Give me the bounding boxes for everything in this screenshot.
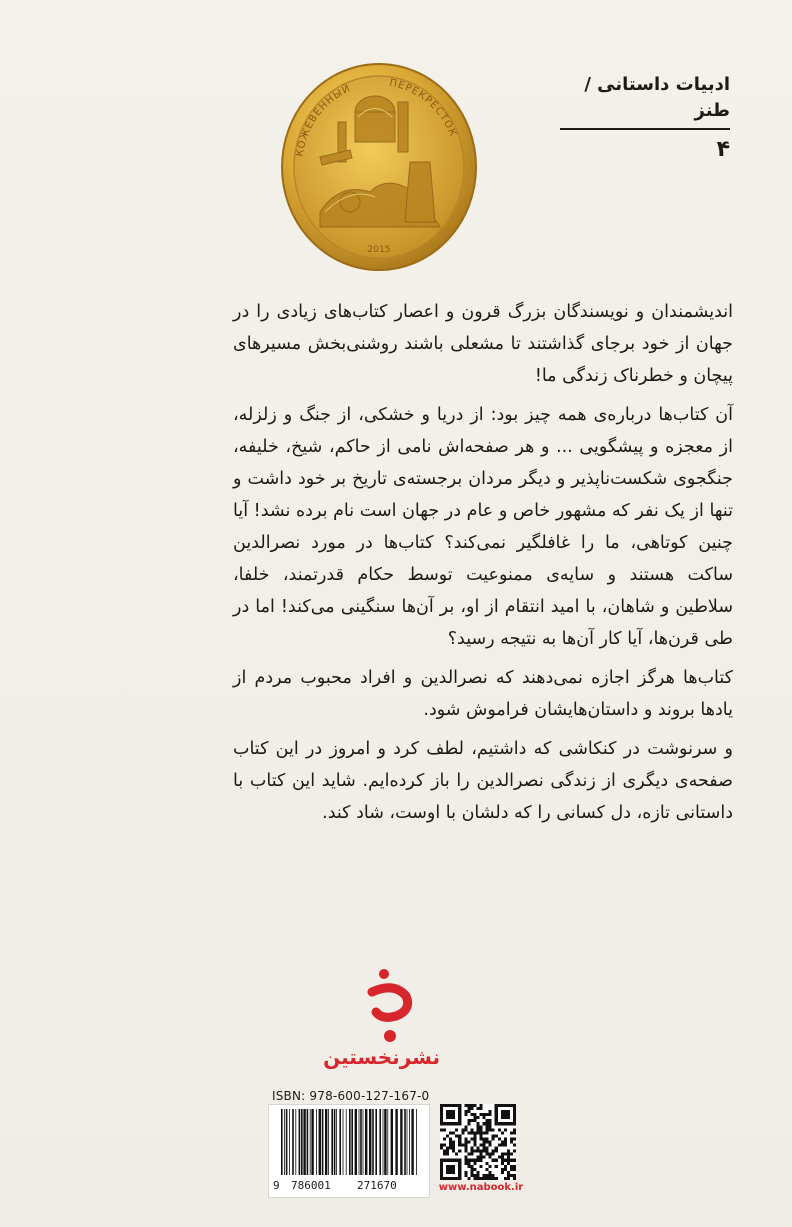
qr-module bbox=[446, 1153, 449, 1156]
qr-module bbox=[464, 1156, 467, 1159]
barcode-bar bbox=[331, 1109, 333, 1175]
qr-module bbox=[483, 1174, 486, 1177]
qr-module bbox=[480, 1137, 483, 1140]
qr-module bbox=[480, 1107, 483, 1110]
barcode-bar bbox=[387, 1109, 388, 1175]
qr-module bbox=[470, 1150, 473, 1153]
barcode-bar bbox=[349, 1109, 351, 1175]
qr-module bbox=[486, 1113, 489, 1116]
qr-module bbox=[480, 1134, 483, 1137]
qr-module bbox=[501, 1144, 504, 1147]
qr-module bbox=[483, 1122, 486, 1125]
qr-module bbox=[486, 1131, 489, 1134]
barcode-bar bbox=[407, 1109, 408, 1175]
blurb-text bbox=[233, 296, 733, 829]
qr-module bbox=[470, 1168, 473, 1171]
qr-module bbox=[480, 1165, 483, 1168]
qr-module bbox=[492, 1134, 495, 1137]
barcode bbox=[268, 1104, 430, 1198]
qr-module bbox=[504, 1140, 507, 1143]
qr-module bbox=[458, 1150, 461, 1153]
barcode-bar bbox=[416, 1109, 417, 1175]
qr-module bbox=[513, 1165, 516, 1168]
qr-module bbox=[480, 1153, 483, 1156]
series-divider bbox=[560, 128, 730, 130]
qr-module bbox=[483, 1144, 486, 1147]
barcode-bar bbox=[301, 1109, 303, 1175]
qr-module bbox=[480, 1144, 483, 1147]
barcode-bar bbox=[292, 1109, 294, 1175]
qr-module bbox=[470, 1153, 473, 1156]
qr-module bbox=[470, 1165, 473, 1168]
qr-module bbox=[480, 1159, 483, 1162]
barcode-bar bbox=[281, 1109, 283, 1175]
qr-module bbox=[510, 1165, 513, 1168]
qr-module bbox=[476, 1177, 479, 1180]
qr-module bbox=[492, 1159, 495, 1162]
qr-module bbox=[504, 1137, 507, 1140]
qr-module bbox=[476, 1128, 479, 1131]
barcode-bar bbox=[322, 1109, 324, 1175]
qr-module bbox=[486, 1150, 489, 1153]
barcode-bar bbox=[336, 1109, 337, 1175]
qr-module bbox=[473, 1162, 476, 1165]
qr-module bbox=[473, 1134, 476, 1137]
qr-module bbox=[455, 1153, 458, 1156]
qr-module bbox=[476, 1150, 479, 1153]
qr-module bbox=[470, 1147, 473, 1150]
qr-module bbox=[449, 1147, 452, 1150]
qr-module bbox=[446, 1147, 449, 1150]
qr-module bbox=[473, 1119, 476, 1122]
qr-module bbox=[501, 1162, 504, 1165]
qr-module bbox=[473, 1168, 476, 1171]
qr-module bbox=[510, 1137, 513, 1140]
qr-module bbox=[446, 1165, 455, 1174]
qr-module bbox=[461, 1128, 464, 1131]
blurb-paragraph: کتاب‌ها هرگز اجازه نمی‌دهند که نصرالدین و افراد محبوب مردم از یادها بروند و داستان‌هایشان فراموش شود. bbox=[233, 668, 733, 720]
qr-module bbox=[440, 1147, 443, 1150]
coin-inscription-left: КОЖЕВЕННЫЙ bbox=[294, 83, 353, 158]
qr-module bbox=[467, 1119, 470, 1122]
qr-module bbox=[440, 1144, 443, 1147]
qr-module bbox=[504, 1165, 507, 1168]
qr-module bbox=[476, 1107, 479, 1110]
qr-module bbox=[440, 1128, 443, 1131]
qr-module bbox=[452, 1147, 455, 1150]
qr-module bbox=[489, 1156, 492, 1159]
qr-module bbox=[492, 1174, 495, 1177]
qr-module bbox=[473, 1104, 476, 1107]
qr-module bbox=[483, 1150, 486, 1153]
barcode-bar bbox=[346, 1109, 347, 1175]
qr-module bbox=[476, 1171, 479, 1174]
qr-module bbox=[464, 1140, 467, 1143]
qr-module bbox=[480, 1104, 483, 1107]
qr-module bbox=[492, 1153, 495, 1156]
barcode-bar bbox=[286, 1109, 288, 1175]
qr-module bbox=[486, 1174, 489, 1177]
barcode-bar bbox=[307, 1109, 309, 1175]
qr-module bbox=[489, 1165, 492, 1168]
qr-module bbox=[470, 1119, 473, 1122]
qr-module bbox=[489, 1113, 492, 1116]
qr-module bbox=[483, 1147, 486, 1150]
qr-module bbox=[507, 1174, 510, 1177]
barcode-digit-first: 9 bbox=[273, 1179, 280, 1192]
qr-module bbox=[501, 1153, 504, 1156]
qr-module bbox=[510, 1153, 513, 1156]
qr-module bbox=[498, 1144, 501, 1147]
qr-module bbox=[507, 1171, 510, 1174]
qr-module bbox=[464, 1147, 467, 1150]
qr-module bbox=[486, 1122, 489, 1125]
coin-year: 2015 bbox=[367, 245, 391, 255]
qr-module bbox=[501, 1159, 504, 1162]
qr-module bbox=[510, 1159, 513, 1162]
qr-module bbox=[467, 1140, 470, 1143]
qr-module bbox=[476, 1131, 479, 1134]
qr-module bbox=[483, 1156, 486, 1159]
qr-module bbox=[480, 1177, 483, 1180]
qr-module bbox=[507, 1162, 510, 1165]
qr-module bbox=[501, 1131, 504, 1134]
qr-module bbox=[473, 1116, 476, 1119]
qr-module bbox=[470, 1159, 473, 1162]
qr-module bbox=[489, 1177, 492, 1180]
qr-module bbox=[504, 1159, 507, 1162]
qr-module bbox=[473, 1159, 476, 1162]
qr-module bbox=[449, 1140, 452, 1143]
qr-module bbox=[470, 1104, 473, 1107]
qr-module bbox=[470, 1137, 473, 1140]
barcode-bar bbox=[369, 1109, 371, 1175]
qr-module bbox=[470, 1174, 473, 1177]
barcode-bars bbox=[281, 1109, 421, 1175]
qr-module bbox=[476, 1147, 479, 1150]
series-name: ادبیات داستانی / طنز bbox=[584, 74, 730, 121]
qr-module bbox=[504, 1177, 507, 1180]
qr-module bbox=[464, 1174, 467, 1177]
coin-inscription-right: ПЕРЕКРЕСТОК bbox=[388, 77, 459, 139]
barcode-bar bbox=[404, 1109, 406, 1175]
qr-module bbox=[467, 1153, 470, 1156]
qr-module bbox=[473, 1177, 476, 1180]
qr-module bbox=[446, 1110, 455, 1119]
qr-module bbox=[467, 1162, 470, 1165]
qr-module bbox=[495, 1147, 498, 1150]
barcode-bar bbox=[284, 1109, 285, 1175]
qr-module bbox=[452, 1150, 455, 1153]
qr-module bbox=[461, 1131, 464, 1134]
qr-module bbox=[483, 1137, 486, 1140]
qr-module bbox=[467, 1177, 470, 1180]
qr-module bbox=[504, 1128, 507, 1131]
blurb-paragraph: و سرنوشت در کنکاشی که داشتیم، لطف کرد و امروز در این کتاب صفحه‌ی دیگری از زندگی نصرالدین را باز کرده‌ایم. شاید این کتاب با داستانی تازه، دل کسانی را که دلشان با اوست، شاد کند. bbox=[233, 739, 733, 823]
qr-module bbox=[513, 1131, 516, 1134]
barcode-bar bbox=[363, 1109, 364, 1175]
qr-module bbox=[510, 1174, 513, 1177]
qr-module bbox=[473, 1174, 476, 1177]
qr-module bbox=[513, 1159, 516, 1162]
qr-module bbox=[507, 1153, 510, 1156]
barcode-bar bbox=[351, 1109, 353, 1175]
qr-module bbox=[470, 1131, 473, 1134]
qr-module bbox=[467, 1122, 470, 1125]
qr-module bbox=[449, 1144, 452, 1147]
barcode-bar bbox=[316, 1109, 317, 1175]
barcode-bar bbox=[325, 1109, 327, 1175]
barcode-bar bbox=[375, 1109, 377, 1175]
series-label bbox=[560, 72, 730, 164]
qr-module bbox=[513, 1174, 516, 1177]
barcode-bar bbox=[395, 1109, 397, 1175]
qr-module bbox=[489, 1140, 492, 1143]
qr-module bbox=[458, 1144, 461, 1147]
qr-module bbox=[458, 1140, 461, 1143]
qr-module bbox=[486, 1137, 489, 1140]
barcode-bar bbox=[400, 1109, 402, 1175]
qr-module bbox=[443, 1128, 446, 1131]
qr-module bbox=[510, 1131, 513, 1134]
qr-module bbox=[480, 1131, 483, 1134]
barcode-bar bbox=[339, 1109, 341, 1175]
qr-module bbox=[501, 1110, 510, 1119]
barcode-bar bbox=[372, 1109, 374, 1175]
qr-module bbox=[461, 1144, 464, 1147]
barcode-bar bbox=[289, 1109, 290, 1175]
qr-module bbox=[464, 1128, 467, 1131]
qr-module bbox=[495, 1165, 498, 1168]
qr-module bbox=[507, 1177, 510, 1180]
qr-module bbox=[495, 1177, 498, 1180]
qr-module bbox=[443, 1153, 446, 1156]
qr-module bbox=[489, 1119, 492, 1122]
qr-module bbox=[486, 1125, 489, 1128]
qr-module bbox=[473, 1144, 476, 1147]
qr-module bbox=[495, 1134, 498, 1137]
qr-module bbox=[476, 1125, 479, 1128]
qr-module bbox=[492, 1137, 495, 1140]
qr-module bbox=[480, 1113, 483, 1116]
qr-module bbox=[510, 1168, 513, 1171]
qr-module bbox=[476, 1174, 479, 1177]
qr-module bbox=[455, 1128, 458, 1131]
qr-module bbox=[489, 1174, 492, 1177]
qr-module bbox=[467, 1107, 470, 1110]
qr-module bbox=[473, 1150, 476, 1153]
barcode-bar bbox=[334, 1109, 336, 1175]
barcode-digits-right: 271670 bbox=[357, 1179, 397, 1192]
qr-module bbox=[501, 1171, 504, 1174]
qr-module bbox=[458, 1134, 461, 1137]
qr-module bbox=[486, 1162, 489, 1165]
qr-module bbox=[452, 1144, 455, 1147]
qr-code bbox=[440, 1104, 516, 1180]
barcode-bar bbox=[328, 1109, 329, 1175]
qr-module bbox=[513, 1168, 516, 1171]
qr-module bbox=[489, 1122, 492, 1125]
qr-module bbox=[476, 1156, 479, 1159]
qr-module bbox=[486, 1177, 489, 1180]
qr-module bbox=[483, 1131, 486, 1134]
blurb-paragraph: آن کتاب‌ها درباره‌ی همه چیز بود: از دریا و خشکی، از جنگ و زلزله، از معجزه و پیشگویی ... و هر صفحه‌اش نامی از حاکم، شیخ، خلیفه، جنگجوی شکست‌ناپذیر و دیگر مردان برجسته‌ی تاریخ بر خود داشت و تنها از یک نفر که مشهور خاص و عام در جهان است نام برده نشد! آیا چنین کوتاهی، ما را غافلگیر نمی‌کند؟ کتاب‌ها در مورد نصرالدین ساکت هستند و سایه‌ی ممنوعیت توسط حکام قدرتمند، خلفا، سلاطین و شاهان، با امید انتقام از او، بر آن‌ها سنگینی می‌کند! اما در طی قرن‌ها، آیا کار آن‌ها به نتیجه رسید؟ bbox=[233, 405, 733, 649]
qr-module bbox=[476, 1159, 479, 1162]
qr-module bbox=[464, 1159, 467, 1162]
qr-module bbox=[498, 1137, 501, 1140]
qr-module bbox=[507, 1159, 510, 1162]
qr-module bbox=[507, 1150, 510, 1153]
qr-module bbox=[452, 1140, 455, 1143]
qr-module bbox=[501, 1140, 504, 1143]
qr-module bbox=[455, 1134, 458, 1137]
qr-module bbox=[489, 1153, 492, 1156]
qr-module bbox=[464, 1104, 467, 1107]
barcode-bar bbox=[359, 1109, 360, 1175]
qr-module bbox=[467, 1165, 470, 1168]
barcode-bar bbox=[355, 1109, 357, 1175]
qr-module bbox=[513, 1128, 516, 1131]
qr-module bbox=[464, 1150, 467, 1153]
qr-module bbox=[495, 1150, 498, 1153]
qr-module bbox=[464, 1125, 467, 1128]
qr-module bbox=[473, 1140, 476, 1143]
qr-module bbox=[476, 1122, 479, 1125]
qr-module bbox=[443, 1150, 446, 1153]
qr-module bbox=[492, 1128, 495, 1131]
barcode-bar bbox=[311, 1109, 313, 1175]
publisher-website: www.nabook.ir bbox=[438, 1182, 524, 1193]
barcode-bar bbox=[319, 1109, 321, 1175]
qr-module bbox=[483, 1177, 486, 1180]
qr-module bbox=[489, 1128, 492, 1131]
qr-module bbox=[483, 1140, 486, 1143]
qr-module bbox=[513, 1177, 516, 1180]
gold-coin-image bbox=[280, 62, 478, 272]
qr-module bbox=[480, 1125, 483, 1128]
qr-module bbox=[464, 1110, 467, 1113]
barcode-bar bbox=[365, 1109, 367, 1175]
qr-module bbox=[498, 1128, 501, 1131]
qr-module bbox=[480, 1128, 483, 1131]
barcode-bar bbox=[360, 1109, 362, 1175]
barcode-bar bbox=[379, 1109, 381, 1175]
qr-module bbox=[486, 1140, 489, 1143]
qr-module bbox=[483, 1113, 486, 1116]
qr-module bbox=[446, 1150, 449, 1153]
qr-module bbox=[470, 1107, 473, 1110]
qr-module bbox=[486, 1128, 489, 1131]
qr-module bbox=[467, 1131, 470, 1134]
qr-module bbox=[473, 1113, 476, 1116]
qr-module bbox=[464, 1113, 467, 1116]
publisher-name: نشرنخستین bbox=[323, 1045, 440, 1069]
qr-module bbox=[476, 1116, 479, 1119]
qr-module bbox=[495, 1159, 498, 1162]
qr-module bbox=[464, 1171, 467, 1174]
qr-module bbox=[467, 1159, 470, 1162]
qr-module bbox=[446, 1134, 449, 1137]
qr-module bbox=[464, 1144, 467, 1147]
qr-module bbox=[492, 1150, 495, 1153]
qr-module bbox=[486, 1168, 489, 1171]
qr-module bbox=[449, 1137, 452, 1140]
qr-module bbox=[489, 1171, 492, 1174]
qr-module bbox=[513, 1150, 516, 1153]
blurb-paragraph: اندیشمندان و نویسندگان بزرگ قرون و اعصار کتاب‌های زیادی را در جهان از خود برجای گذاشتند تا مشعلی باشند روشنی‌بخش مسیرهای پیچان و خطرناک زندگی ما! bbox=[233, 302, 733, 386]
barcode-bar bbox=[409, 1109, 410, 1175]
qr-module bbox=[489, 1144, 492, 1147]
qr-module bbox=[443, 1144, 446, 1147]
qr-module bbox=[467, 1110, 470, 1113]
barcode-bar bbox=[343, 1109, 344, 1175]
qr-module bbox=[470, 1128, 473, 1131]
qr-module bbox=[467, 1104, 470, 1107]
qr-module bbox=[501, 1156, 504, 1159]
barcode-bar bbox=[299, 1109, 301, 1175]
qr-module bbox=[507, 1156, 510, 1159]
barcode-bar bbox=[310, 1109, 311, 1175]
qr-module bbox=[489, 1110, 492, 1113]
qr-module bbox=[480, 1156, 483, 1159]
qr-module bbox=[504, 1144, 507, 1147]
qr-module bbox=[464, 1162, 467, 1165]
barcode-bar bbox=[295, 1109, 296, 1175]
qr-module bbox=[504, 1153, 507, 1156]
qr-module bbox=[452, 1131, 455, 1134]
barcode-digits-left: 786001 bbox=[291, 1179, 331, 1192]
qr-module bbox=[473, 1131, 476, 1134]
barcode-bar bbox=[384, 1109, 386, 1175]
qr-module bbox=[464, 1137, 467, 1140]
qr-module bbox=[513, 1144, 516, 1147]
qr-module bbox=[492, 1177, 495, 1180]
qr-module bbox=[513, 1137, 516, 1140]
qr-module bbox=[443, 1137, 446, 1140]
qr-module bbox=[470, 1113, 473, 1116]
barcode-bar bbox=[303, 1109, 305, 1175]
barcode-bar bbox=[411, 1109, 413, 1175]
qr-module bbox=[483, 1116, 486, 1119]
publisher-logo-icon bbox=[366, 966, 416, 1046]
series-number: ۴ bbox=[716, 137, 730, 162]
qr-module bbox=[486, 1119, 489, 1122]
qr-module bbox=[510, 1140, 513, 1143]
qr-module bbox=[498, 1156, 501, 1159]
qr-module bbox=[489, 1125, 492, 1128]
barcode-bar bbox=[391, 1109, 393, 1175]
qr-module bbox=[458, 1137, 461, 1140]
isbn-text: ISBN: 978-600-127-167-0 bbox=[272, 1089, 430, 1103]
qr-module bbox=[486, 1147, 489, 1150]
qr-module bbox=[486, 1153, 489, 1156]
qr-module bbox=[501, 1168, 504, 1171]
qr-module bbox=[473, 1137, 476, 1140]
barcode-bar bbox=[383, 1109, 384, 1175]
qr-module bbox=[504, 1168, 507, 1171]
qr-module bbox=[480, 1150, 483, 1153]
qr-module bbox=[470, 1171, 473, 1174]
qr-module bbox=[449, 1131, 452, 1134]
